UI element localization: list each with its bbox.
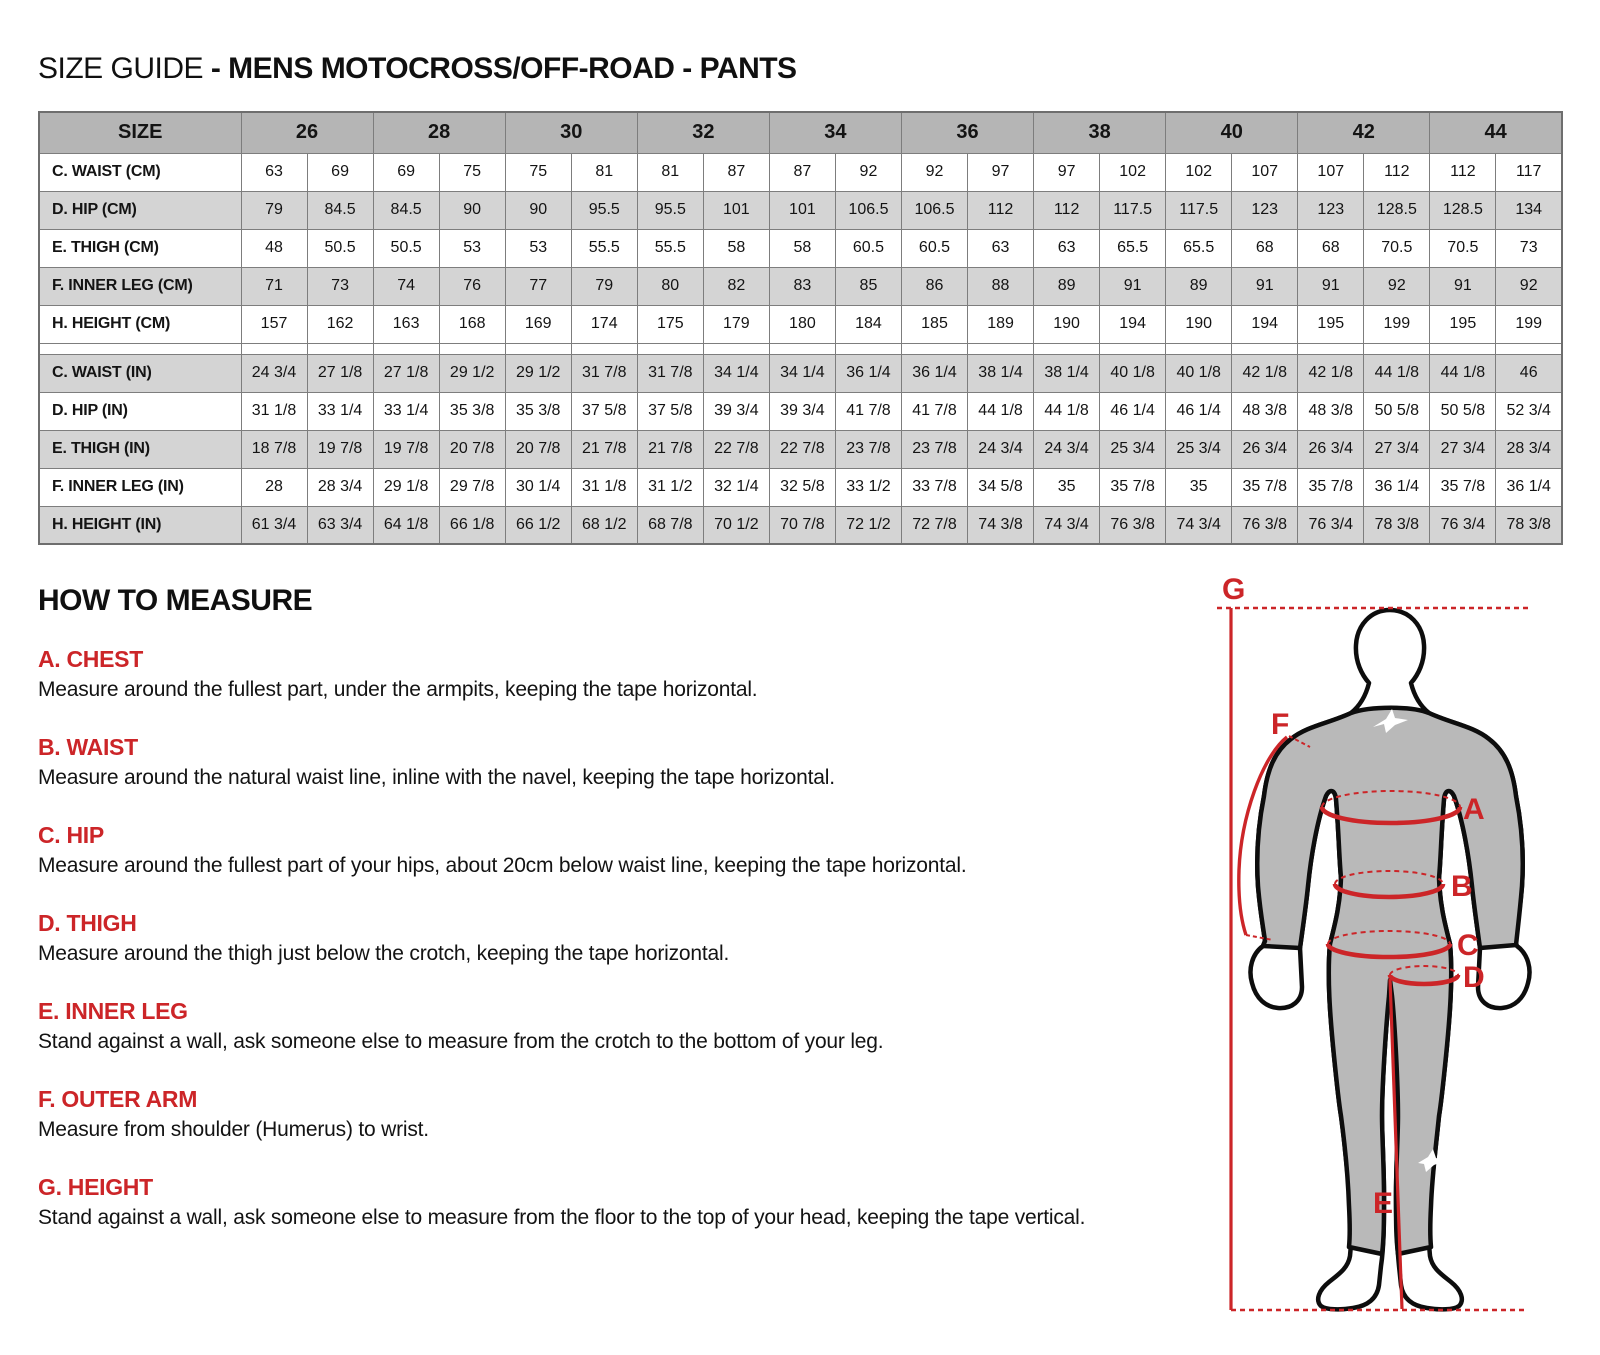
label-a: A bbox=[1463, 793, 1485, 826]
label-e: E bbox=[1372, 1187, 1393, 1220]
size-value-cell: 35 3/8 bbox=[505, 392, 571, 430]
size-value-cell: 36 1/4 bbox=[835, 354, 901, 392]
size-value-cell: 76 3/4 bbox=[1298, 506, 1364, 544]
size-value-cell: 190 bbox=[1034, 305, 1100, 343]
size-value-cell: 91 bbox=[1232, 267, 1298, 305]
size-value-cell: 76 3/8 bbox=[1232, 506, 1298, 544]
size-value-cell: 90 bbox=[439, 191, 505, 229]
size-value-cell: 112 bbox=[968, 191, 1034, 229]
size-value-cell: 37 5/8 bbox=[571, 392, 637, 430]
size-value-cell: 92 bbox=[835, 153, 901, 191]
size-value-cell: 41 7/8 bbox=[835, 392, 901, 430]
size-value-cell: 44 1/8 bbox=[1364, 354, 1430, 392]
size-value-cell: 68 1/2 bbox=[571, 506, 637, 544]
size-value-cell: 30 1/4 bbox=[505, 468, 571, 506]
row-label: H. HEIGHT (CM) bbox=[39, 305, 241, 343]
page-title-prefix: SIZE GUIDE bbox=[38, 52, 211, 85]
size-value-cell: 134 bbox=[1496, 191, 1562, 229]
spacer-cell bbox=[1034, 343, 1100, 354]
size-value-cell: 35 7/8 bbox=[1100, 468, 1166, 506]
spacer-row bbox=[39, 343, 1562, 354]
body-diagram-svg bbox=[1180, 555, 1600, 1355]
size-value-cell: 71 bbox=[241, 267, 307, 305]
measure-blocks-container bbox=[38, 646, 1198, 1231]
size-value-cell: 52 3/4 bbox=[1496, 392, 1562, 430]
size-value-cell: 66 1/8 bbox=[439, 506, 505, 544]
size-value-cell: 29 1/2 bbox=[505, 354, 571, 392]
size-value-cell: 26 3/4 bbox=[1232, 430, 1298, 468]
size-value-cell: 74 bbox=[373, 267, 439, 305]
size-value-cell: 46 1/4 bbox=[1100, 392, 1166, 430]
size-value-cell: 50 5/8 bbox=[1364, 392, 1430, 430]
page-title-main: - MENS MOTOCROSS/OFF-ROAD - PANTS bbox=[210, 52, 797, 85]
size-value-cell: 185 bbox=[901, 305, 967, 343]
size-column-header: 44 bbox=[1430, 112, 1562, 153]
size-value-cell: 72 7/8 bbox=[901, 506, 967, 544]
size-value-cell: 33 1/4 bbox=[373, 392, 439, 430]
size-value-cell: 102 bbox=[1166, 153, 1232, 191]
spacer-cell bbox=[1298, 343, 1364, 354]
how-to-measure-section bbox=[38, 584, 1198, 1262]
size-value-cell: 28 3/4 bbox=[307, 468, 373, 506]
size-value-cell: 73 bbox=[307, 267, 373, 305]
size-value-cell: 199 bbox=[1364, 305, 1430, 343]
size-value-cell: 44 1/8 bbox=[1034, 392, 1100, 430]
row-label: D. HIP (CM) bbox=[39, 191, 241, 229]
size-value-cell: 79 bbox=[241, 191, 307, 229]
size-value-cell: 69 bbox=[373, 153, 439, 191]
size-value-cell: 79 bbox=[571, 267, 637, 305]
size-value-cell: 95.5 bbox=[637, 191, 703, 229]
measure-heading: B. WAIST bbox=[38, 734, 138, 760]
size-column-header: 34 bbox=[769, 112, 901, 153]
size-value-cell: 70 1/2 bbox=[703, 506, 769, 544]
how-to-measure-title: HOW TO MEASURE bbox=[38, 584, 313, 617]
size-value-cell: 48 3/8 bbox=[1232, 392, 1298, 430]
size-value-cell: 44 1/8 bbox=[968, 392, 1034, 430]
measure-heading: A. CHEST bbox=[38, 646, 143, 672]
size-value-cell: 117.5 bbox=[1100, 191, 1166, 229]
size-value-cell: 37 5/8 bbox=[637, 392, 703, 430]
size-value-cell: 68 bbox=[1232, 229, 1298, 267]
size-value-cell: 117 bbox=[1496, 153, 1562, 191]
size-value-cell: 117.5 bbox=[1166, 191, 1232, 229]
label-c: C bbox=[1457, 929, 1479, 962]
page-title bbox=[38, 52, 797, 86]
size-value-cell: 195 bbox=[1430, 305, 1496, 343]
size-value-cell: 107 bbox=[1232, 153, 1298, 191]
size-value-cell: 65.5 bbox=[1166, 229, 1232, 267]
size-value-cell: 74 3/4 bbox=[1034, 506, 1100, 544]
size-table-row bbox=[39, 354, 1562, 392]
size-value-cell: 29 1/8 bbox=[373, 468, 439, 506]
size-value-cell: 101 bbox=[703, 191, 769, 229]
size-value-cell: 31 1/2 bbox=[637, 468, 703, 506]
size-value-cell: 70 7/8 bbox=[769, 506, 835, 544]
size-value-cell: 55.5 bbox=[637, 229, 703, 267]
measure-instruction: Measure around the thigh just below the crotch, keeping the tape horizontal. bbox=[38, 942, 730, 965]
size-value-cell: 199 bbox=[1496, 305, 1562, 343]
size-table bbox=[38, 111, 1563, 545]
size-value-cell: 29 1/2 bbox=[439, 354, 505, 392]
size-value-cell: 44 1/8 bbox=[1430, 354, 1496, 392]
size-value-cell: 78 3/8 bbox=[1496, 506, 1562, 544]
size-value-cell: 89 bbox=[1166, 267, 1232, 305]
spacer-cell bbox=[1430, 343, 1496, 354]
size-value-cell: 112 bbox=[1430, 153, 1496, 191]
spacer-cell bbox=[505, 343, 571, 354]
size-value-cell: 46 1/4 bbox=[1166, 392, 1232, 430]
label-b: B bbox=[1451, 870, 1473, 903]
size-column-header: 42 bbox=[1298, 112, 1430, 153]
size-value-cell: 28 bbox=[241, 468, 307, 506]
row-label: E. THIGH (CM) bbox=[39, 229, 241, 267]
row-label: C. WAIST (IN) bbox=[39, 354, 241, 392]
size-value-cell: 63 bbox=[1034, 229, 1100, 267]
measure-instruction: Measure around the fullest part, under the armpits, keeping the tape horizontal. bbox=[38, 678, 758, 701]
size-value-cell: 34 5/8 bbox=[968, 468, 1034, 506]
size-value-cell: 85 bbox=[835, 267, 901, 305]
size-value-cell: 74 3/4 bbox=[1166, 506, 1232, 544]
spacer-cell bbox=[703, 343, 769, 354]
size-value-cell: 53 bbox=[505, 229, 571, 267]
measure-instruction: Measure around the natural waist line, inline with the navel, keeping the tape horizontal. bbox=[38, 766, 835, 789]
size-column-header: 38 bbox=[1034, 112, 1166, 153]
size-column-header: 36 bbox=[901, 112, 1033, 153]
size-value-cell: 46 bbox=[1496, 354, 1562, 392]
size-value-cell: 42 1/8 bbox=[1298, 354, 1364, 392]
row-label: D. HIP (IN) bbox=[39, 392, 241, 430]
size-value-cell: 68 7/8 bbox=[637, 506, 703, 544]
size-value-cell: 82 bbox=[703, 267, 769, 305]
size-value-cell: 97 bbox=[968, 153, 1034, 191]
measure-block bbox=[38, 1174, 1198, 1231]
size-value-cell: 26 3/4 bbox=[1298, 430, 1364, 468]
size-column-header: 26 bbox=[241, 112, 373, 153]
size-value-cell: 23 7/8 bbox=[901, 430, 967, 468]
spacer-cell bbox=[1364, 343, 1430, 354]
size-value-cell: 63 bbox=[241, 153, 307, 191]
size-value-cell: 29 7/8 bbox=[439, 468, 505, 506]
row-label: H. HEIGHT (IN) bbox=[39, 506, 241, 544]
size-value-cell: 22 7/8 bbox=[703, 430, 769, 468]
size-value-cell: 184 bbox=[835, 305, 901, 343]
size-value-cell: 112 bbox=[1034, 191, 1100, 229]
size-table-head bbox=[39, 112, 1562, 153]
size-value-cell: 128.5 bbox=[1364, 191, 1430, 229]
size-value-cell: 112 bbox=[1364, 153, 1430, 191]
spacer-cell bbox=[439, 343, 505, 354]
size-value-cell: 66 1/2 bbox=[505, 506, 571, 544]
size-value-cell: 61 3/4 bbox=[241, 506, 307, 544]
size-value-cell: 63 3/4 bbox=[307, 506, 373, 544]
size-value-cell: 76 bbox=[439, 267, 505, 305]
size-value-cell: 97 bbox=[1034, 153, 1100, 191]
size-value-cell: 81 bbox=[571, 153, 637, 191]
label-g: G bbox=[1222, 573, 1246, 606]
measure-block bbox=[38, 646, 1198, 703]
size-value-cell: 19 7/8 bbox=[307, 430, 373, 468]
size-value-cell: 25 3/4 bbox=[1100, 430, 1166, 468]
size-value-cell: 31 7/8 bbox=[637, 354, 703, 392]
spacer-cell bbox=[39, 343, 241, 354]
size-value-cell: 27 3/4 bbox=[1430, 430, 1496, 468]
measure-instruction: Measure around the fullest part of your hips, about 20cm below waist line, keeping the tape horizontal. bbox=[38, 854, 967, 877]
size-value-cell: 35 7/8 bbox=[1232, 468, 1298, 506]
size-value-cell: 50 5/8 bbox=[1430, 392, 1496, 430]
row-label: E. THIGH (IN) bbox=[39, 430, 241, 468]
size-value-cell: 101 bbox=[769, 191, 835, 229]
size-value-cell: 81 bbox=[637, 153, 703, 191]
size-value-cell: 58 bbox=[769, 229, 835, 267]
row-label: F. INNER LEG (CM) bbox=[39, 267, 241, 305]
size-value-cell: 180 bbox=[769, 305, 835, 343]
size-value-cell: 162 bbox=[307, 305, 373, 343]
size-value-cell: 42 1/8 bbox=[1232, 354, 1298, 392]
size-value-cell: 84.5 bbox=[373, 191, 439, 229]
size-value-cell: 194 bbox=[1232, 305, 1298, 343]
size-value-cell: 68 bbox=[1298, 229, 1364, 267]
size-value-cell: 91 bbox=[1430, 267, 1496, 305]
size-value-cell: 78 3/8 bbox=[1364, 506, 1430, 544]
size-value-cell: 190 bbox=[1166, 305, 1232, 343]
spacer-cell bbox=[901, 343, 967, 354]
size-value-cell: 55.5 bbox=[571, 229, 637, 267]
size-value-cell: 25 3/4 bbox=[1166, 430, 1232, 468]
size-value-cell: 84.5 bbox=[307, 191, 373, 229]
size-value-cell: 20 7/8 bbox=[505, 430, 571, 468]
size-value-cell: 48 bbox=[241, 229, 307, 267]
size-table-row bbox=[39, 267, 1562, 305]
size-value-cell: 73 bbox=[1496, 229, 1562, 267]
size-value-cell: 69 bbox=[307, 153, 373, 191]
size-value-cell: 36 1/4 bbox=[901, 354, 967, 392]
size-value-cell: 60.5 bbox=[835, 229, 901, 267]
size-value-cell: 19 7/8 bbox=[373, 430, 439, 468]
size-value-cell: 38 1/4 bbox=[1034, 354, 1100, 392]
size-value-cell: 40 1/8 bbox=[1100, 354, 1166, 392]
size-value-cell: 87 bbox=[703, 153, 769, 191]
size-value-cell: 128.5 bbox=[1430, 191, 1496, 229]
size-header-label: SIZE bbox=[39, 112, 241, 153]
label-d: D bbox=[1463, 961, 1485, 994]
size-table-header-row bbox=[39, 112, 1562, 153]
measure-heading: G. HEIGHT bbox=[38, 1174, 153, 1200]
size-value-cell: 89 bbox=[1034, 267, 1100, 305]
size-value-cell: 92 bbox=[1496, 267, 1562, 305]
size-value-cell: 174 bbox=[571, 305, 637, 343]
size-value-cell: 179 bbox=[703, 305, 769, 343]
size-value-cell: 27 3/4 bbox=[1364, 430, 1430, 468]
size-value-cell: 76 3/4 bbox=[1430, 506, 1496, 544]
size-value-cell: 168 bbox=[439, 305, 505, 343]
size-value-cell: 35 3/8 bbox=[439, 392, 505, 430]
size-table-row bbox=[39, 305, 1562, 343]
size-value-cell: 20 7/8 bbox=[439, 430, 505, 468]
spacer-cell bbox=[241, 343, 307, 354]
size-column-header: 40 bbox=[1166, 112, 1298, 153]
size-value-cell: 28 3/4 bbox=[1496, 430, 1562, 468]
size-value-cell: 92 bbox=[901, 153, 967, 191]
row-label: F. INNER LEG (IN) bbox=[39, 468, 241, 506]
size-value-cell: 70.5 bbox=[1364, 229, 1430, 267]
measure-heading: D. THIGH bbox=[38, 910, 137, 936]
size-value-cell: 123 bbox=[1232, 191, 1298, 229]
size-value-cell: 80 bbox=[637, 267, 703, 305]
size-value-cell: 50.5 bbox=[373, 229, 439, 267]
size-value-cell: 34 1/4 bbox=[769, 354, 835, 392]
spacer-cell bbox=[835, 343, 901, 354]
size-value-cell: 95.5 bbox=[571, 191, 637, 229]
size-value-cell: 91 bbox=[1100, 267, 1166, 305]
spacer-cell bbox=[307, 343, 373, 354]
size-value-cell: 35 7/8 bbox=[1298, 468, 1364, 506]
size-value-cell: 33 1/4 bbox=[307, 392, 373, 430]
measure-heading: F. OUTER ARM bbox=[38, 1086, 198, 1112]
size-value-cell: 48 3/8 bbox=[1298, 392, 1364, 430]
size-value-cell: 50.5 bbox=[307, 229, 373, 267]
size-value-cell: 23 7/8 bbox=[835, 430, 901, 468]
size-value-cell: 106.5 bbox=[835, 191, 901, 229]
size-value-cell: 33 7/8 bbox=[901, 468, 967, 506]
size-column-header: 28 bbox=[373, 112, 505, 153]
row-label: C. WAIST (CM) bbox=[39, 153, 241, 191]
size-value-cell: 64 1/8 bbox=[373, 506, 439, 544]
measure-block bbox=[38, 1086, 1198, 1143]
size-table-row bbox=[39, 392, 1562, 430]
size-value-cell: 35 7/8 bbox=[1430, 468, 1496, 506]
size-value-cell: 107 bbox=[1298, 153, 1364, 191]
size-value-cell: 77 bbox=[505, 267, 571, 305]
size-value-cell: 41 7/8 bbox=[901, 392, 967, 430]
size-table-row bbox=[39, 468, 1562, 506]
size-value-cell: 175 bbox=[637, 305, 703, 343]
size-value-cell: 92 bbox=[1364, 267, 1430, 305]
spacer-cell bbox=[571, 343, 637, 354]
size-value-cell: 70.5 bbox=[1430, 229, 1496, 267]
size-value-cell: 39 3/4 bbox=[703, 392, 769, 430]
size-value-cell: 60.5 bbox=[901, 229, 967, 267]
size-column-header: 32 bbox=[637, 112, 769, 153]
measure-heading: E. INNER LEG bbox=[38, 998, 188, 1024]
size-value-cell: 35 bbox=[1166, 468, 1232, 506]
size-value-cell: 163 bbox=[373, 305, 439, 343]
size-value-cell: 22 7/8 bbox=[769, 430, 835, 468]
size-value-cell: 32 1/4 bbox=[703, 468, 769, 506]
spacer-cell bbox=[1232, 343, 1298, 354]
size-value-cell: 90 bbox=[505, 191, 571, 229]
size-value-cell: 75 bbox=[505, 153, 571, 191]
size-value-cell: 27 1/8 bbox=[373, 354, 439, 392]
size-value-cell: 63 bbox=[968, 229, 1034, 267]
measure-block bbox=[38, 822, 1198, 879]
size-value-cell: 32 5/8 bbox=[769, 468, 835, 506]
size-value-cell: 65.5 bbox=[1100, 229, 1166, 267]
size-table-row bbox=[39, 191, 1562, 229]
measure-heading: C. HIP bbox=[38, 822, 104, 848]
size-value-cell: 18 7/8 bbox=[241, 430, 307, 468]
measure-block bbox=[38, 734, 1198, 791]
size-value-cell: 88 bbox=[968, 267, 1034, 305]
size-value-cell: 72 1/2 bbox=[835, 506, 901, 544]
size-value-cell: 76 3/8 bbox=[1100, 506, 1166, 544]
size-value-cell: 169 bbox=[505, 305, 571, 343]
size-value-cell: 31 1/8 bbox=[571, 468, 637, 506]
size-value-cell: 35 bbox=[1034, 468, 1100, 506]
size-value-cell: 31 1/8 bbox=[241, 392, 307, 430]
size-value-cell: 102 bbox=[1100, 153, 1166, 191]
size-value-cell: 21 7/8 bbox=[637, 430, 703, 468]
size-value-cell: 195 bbox=[1298, 305, 1364, 343]
size-value-cell: 24 3/4 bbox=[968, 430, 1034, 468]
measure-block bbox=[38, 910, 1198, 967]
size-table-body bbox=[39, 153, 1562, 544]
size-value-cell: 24 3/4 bbox=[1034, 430, 1100, 468]
spacer-cell bbox=[968, 343, 1034, 354]
size-value-cell: 91 bbox=[1298, 267, 1364, 305]
spacer-cell bbox=[1100, 343, 1166, 354]
size-value-cell: 24 3/4 bbox=[241, 354, 307, 392]
size-table-row bbox=[39, 153, 1562, 191]
size-value-cell: 38 1/4 bbox=[968, 354, 1034, 392]
spacer-cell bbox=[1496, 343, 1562, 354]
size-value-cell: 31 7/8 bbox=[571, 354, 637, 392]
size-value-cell: 36 1/4 bbox=[1364, 468, 1430, 506]
size-value-cell: 53 bbox=[439, 229, 505, 267]
size-table-row bbox=[39, 506, 1562, 544]
spacer-cell bbox=[769, 343, 835, 354]
size-value-cell: 36 1/4 bbox=[1496, 468, 1562, 506]
size-value-cell: 123 bbox=[1298, 191, 1364, 229]
measure-instruction: Stand against a wall, ask someone else to measure from the crotch to the bottom of your leg. bbox=[38, 1030, 884, 1053]
measure-block bbox=[38, 998, 1198, 1055]
spacer-cell bbox=[1166, 343, 1232, 354]
label-f: F bbox=[1271, 708, 1290, 741]
size-value-cell: 75 bbox=[439, 153, 505, 191]
size-value-cell: 39 3/4 bbox=[769, 392, 835, 430]
size-table-row bbox=[39, 430, 1562, 468]
size-value-cell: 40 1/8 bbox=[1166, 354, 1232, 392]
spacer-cell bbox=[637, 343, 703, 354]
measure-instruction: Stand against a wall, ask someone else to measure from the floor to the top of your head, keeping the tape vertical. bbox=[38, 1206, 1086, 1229]
size-value-cell: 157 bbox=[241, 305, 307, 343]
size-value-cell: 189 bbox=[968, 305, 1034, 343]
size-value-cell: 86 bbox=[901, 267, 967, 305]
measure-instruction: Measure from shoulder (Humerus) to wrist. bbox=[38, 1118, 429, 1141]
size-column-header: 30 bbox=[505, 112, 637, 153]
size-table-row bbox=[39, 229, 1562, 267]
size-value-cell: 34 1/4 bbox=[703, 354, 769, 392]
size-value-cell: 87 bbox=[769, 153, 835, 191]
size-value-cell: 33 1/2 bbox=[835, 468, 901, 506]
measurement-diagram bbox=[1180, 555, 1600, 1355]
size-value-cell: 194 bbox=[1100, 305, 1166, 343]
size-value-cell: 83 bbox=[769, 267, 835, 305]
size-value-cell: 21 7/8 bbox=[571, 430, 637, 468]
size-value-cell: 106.5 bbox=[901, 191, 967, 229]
spacer-cell bbox=[373, 343, 439, 354]
size-value-cell: 27 1/8 bbox=[307, 354, 373, 392]
size-value-cell: 74 3/8 bbox=[968, 506, 1034, 544]
size-value-cell: 58 bbox=[703, 229, 769, 267]
